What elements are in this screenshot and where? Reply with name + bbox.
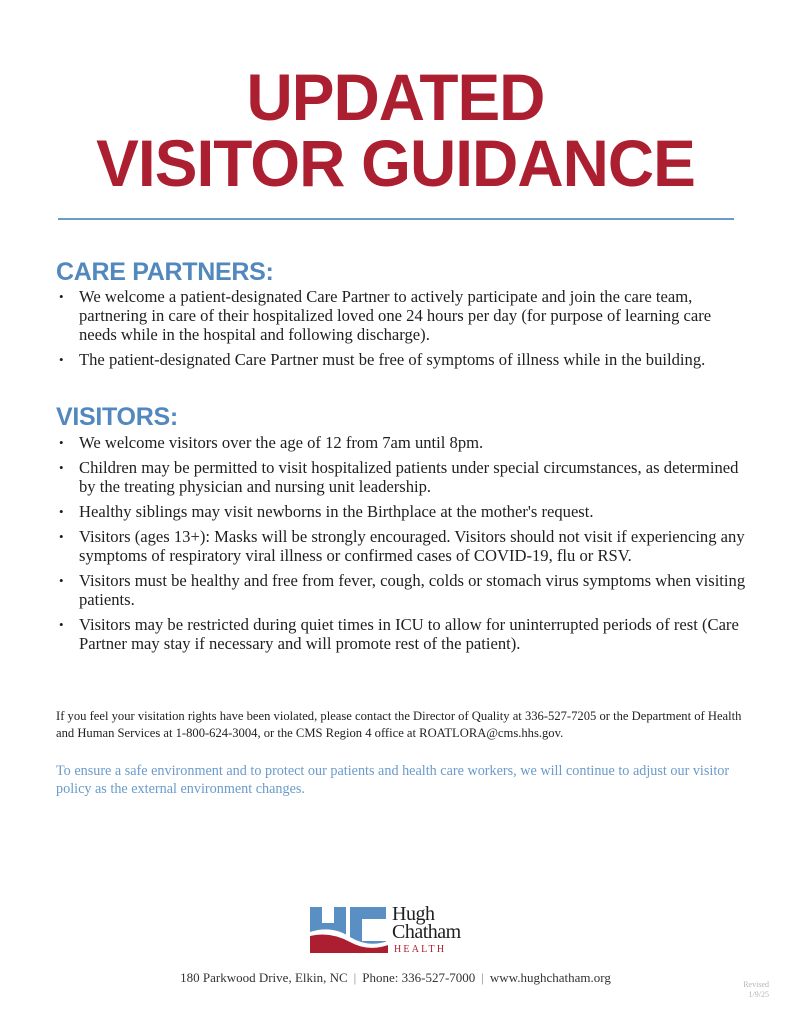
bullet-icon: • — [59, 573, 64, 588]
safety-commitment: To ensure a safe environment and to protect our patients and health care workers, we will continue to adjust our visitor policy as the external environment changes. — [56, 763, 730, 797]
list-item: • We welcome a patient-designated Care Partner to actively participate and join the care team, partnering in care of their hospitalized loved one 24 hours per day (for purpose of learning care needs while in the hospital and following discharge). — [59, 287, 712, 344]
list-item: • Visitors may be restricted during quiet times in ICU to allow for uninterrupted periods of rest (Care Partner may stay if necessary and will promote rest of the patient). — [59, 615, 739, 653]
title-line-2: VISITOR GUIDANCE — [96, 126, 695, 200]
title-divider — [58, 218, 734, 220]
list-item: • Healthy siblings may visit newborns in the Birthplace at the mother's request. — [59, 502, 594, 521]
list-item: • Children may be permitted to visit hospitalized patients under special circumstances, as determined by the treating physician and nursing unit leadership. — [59, 458, 739, 496]
care-partners-list — [56, 287, 746, 375]
revision-stamp: Revised 1/9/25 — [743, 980, 769, 999]
hugh-chatham-logo — [310, 905, 490, 960]
list-item: • We welcome visitors over the age of 12 from 7am until 8pm. — [59, 433, 484, 452]
visitors-heading: VISITORS: — [56, 403, 178, 431]
bullet-icon: • — [59, 529, 64, 544]
footer-separator: | — [353, 970, 357, 985]
logo-subtitle: HEALTH — [394, 944, 447, 955]
logo-wordmark: Hugh Chatham — [392, 903, 461, 943]
visitors-list — [56, 433, 746, 659]
hc-monogram-icon — [310, 905, 388, 955]
care-partners-heading: CARE PARTNERS: — [56, 258, 274, 286]
bullet-icon: • — [59, 617, 64, 632]
bullet-icon: • — [59, 352, 64, 367]
footer-website[interactable]: www.hughchatham.org — [489, 970, 611, 985]
contact-footer — [0, 970, 791, 986]
footer-address: 180 Parkwood Drive, Elkin, NC — [180, 970, 348, 985]
list-item: • Visitors (ages 13+): Masks will be strongly encouraged. Visitors should not visit if experiencing any symptoms of respiratory viral illness or confirmed cases of COVID-19, flu or RSV. — [59, 527, 745, 565]
bullet-icon: • — [59, 435, 64, 450]
footer-phone: Phone: 336-527-7000 — [362, 970, 476, 985]
visitation-rights-notice: If you feel your visitation rights have been violated, please contact the Director of Quality at 336-527-7205 or the Department of Health and Human Services at 1-800-624-3004, or the CMS Region 4 office at ROATLORA@cms.hhs.gov. — [56, 709, 742, 740]
list-item: • Visitors must be healthy and free from fever, cough, colds or stomach virus symptoms when visiting patients. — [59, 571, 746, 609]
footer-separator: | — [481, 970, 484, 985]
bullet-icon: • — [59, 289, 64, 304]
list-item: • The patient-designated Care Partner must be free of symptoms of illness while in the building. — [59, 350, 706, 369]
bullet-icon: • — [59, 460, 64, 475]
title-line-1: UPDATED — [246, 60, 545, 134]
bullet-icon: • — [59, 504, 64, 519]
